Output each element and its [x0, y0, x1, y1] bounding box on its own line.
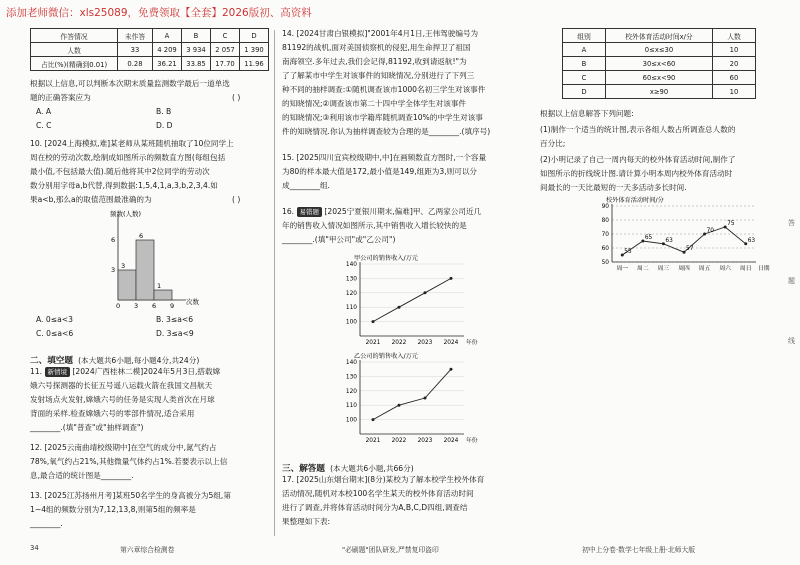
- q17-text-line: (2)小明记录了自己一周内每天的校外体育活动时间,制作了: [540, 155, 736, 164]
- table-header: 组别: [563, 29, 606, 43]
- x-axis-label: 日期: [758, 266, 770, 272]
- x-tick-label: 2021: [365, 438, 381, 444]
- table-cell: 3 934: [182, 43, 211, 57]
- chart-title: 乙公司的销售收入/万元: [354, 353, 418, 360]
- q11-line: [2024广西桂林二模]2024年5月3日,搭载嫦: [72, 367, 221, 376]
- y-tick-label: 50: [601, 260, 609, 266]
- y-tick-label: 130: [345, 276, 357, 283]
- data-label: 57: [686, 246, 694, 253]
- x-tick-label: 2023: [417, 438, 433, 444]
- x-tick-label: 周一: [616, 266, 629, 272]
- q10-option: C. 0≤a<6: [36, 329, 74, 338]
- watermark-text: 添加老师微信：xls25089，免费领取【全套】2026版初、高资料: [6, 7, 312, 19]
- answer-section-title: 三、解答题: [282, 464, 325, 474]
- x-axis-label: 年份: [466, 340, 478, 346]
- x-tick-label: 周二: [637, 266, 649, 272]
- x-tick-label: 周六: [719, 266, 731, 272]
- table-cell: 60: [713, 71, 756, 85]
- weekly-activity-chart: [594, 196, 770, 274]
- q10-line: 最小值,不包括最大值).随后他将其中2位同学的劳动次: [30, 167, 210, 176]
- footer-mid-text: "必刷题"团队研发,严禁复印盗印: [342, 546, 439, 554]
- q11-first-line: [30, 366, 220, 378]
- q13-line: ________.: [30, 519, 63, 528]
- activity-group-table: [562, 28, 756, 99]
- table-header: 校外体育活动时间x/分: [606, 29, 713, 43]
- q17-line: 17. [2025山东烟台期末](8分)某校为了解本校学生校外体育: [282, 475, 485, 484]
- data-label: 70: [706, 228, 714, 234]
- q10-option: A. 0≤a<3: [36, 315, 73, 324]
- data-point: [372, 418, 375, 421]
- side-mark: 题: [788, 277, 795, 285]
- q17-line: 果整理如下表:: [282, 517, 331, 526]
- q9-option: D. D: [156, 121, 173, 130]
- y-tick-label: 80: [601, 218, 609, 224]
- y-tick-label: 90: [601, 204, 609, 210]
- q12-line: 息,最合适的统计图是________.: [30, 471, 134, 480]
- table-cell: 0≤x≤30: [606, 43, 713, 57]
- q9-paren: ( ): [232, 93, 241, 102]
- fill-section-note: (本大题共6小题,每小题4分,共24分): [78, 356, 200, 365]
- answer-section-note: (本大题共6小题,共66分): [330, 464, 414, 473]
- series-line: [373, 369, 451, 419]
- y-tick-label: 100: [345, 319, 357, 326]
- chart-title: 校外体育活动时间/分: [606, 197, 664, 204]
- q10-paren: ( ): [232, 195, 241, 204]
- table-cell: x≥90: [606, 85, 713, 99]
- q17-line: 活动情况,随机对本校100名学生某天的校外体育活动时间: [282, 489, 474, 498]
- q13-line: 13. [2025江苏扬州月考]某班50名学生的身高被分为5组,第: [30, 491, 231, 500]
- data-point: [424, 397, 427, 400]
- table-header: 作答情况: [31, 29, 118, 43]
- table-cell: 60≤x<90: [606, 71, 713, 85]
- q17-text-line: 间最长的一天比最短的一天多活动多长时间.: [540, 183, 687, 192]
- new-context-tag: 新情境: [45, 367, 71, 377]
- error-prone-tag: 易错题: [297, 207, 323, 217]
- hist-ytick: 3: [111, 266, 116, 274]
- side-mark: 线: [788, 337, 795, 345]
- jia-company-chart: [336, 252, 486, 350]
- q9-option: A. A: [36, 107, 52, 116]
- data-label: 63: [665, 237, 673, 244]
- table-cell: 30≤x<60: [606, 57, 713, 71]
- hist-bar-label: 6: [139, 232, 144, 240]
- y-tick-label: 70: [601, 232, 609, 238]
- x-tick-label: 周四: [678, 266, 690, 272]
- table-cell: 4 209: [153, 43, 182, 57]
- q17-text-line: 如图所示的折线统计图.请计算小明本周内校外体育活动时: [540, 169, 733, 178]
- table-cell: A: [563, 43, 606, 57]
- table-cell: 36.21: [153, 57, 182, 71]
- y-tick-label: 110: [345, 305, 357, 312]
- q14-line: 南海领空.多年过去,我们会记得,81192,收到请返航!"为: [282, 57, 467, 66]
- q16-first-line: [282, 206, 481, 218]
- table-cell: 10: [713, 85, 756, 99]
- page-number: 34: [30, 544, 39, 552]
- table-header: A: [153, 29, 182, 43]
- y-tick-label: 110: [345, 403, 357, 410]
- yi-company-chart: [336, 350, 486, 448]
- table-header: C: [211, 29, 240, 43]
- q15-line: 为80的样本最大值是172,最小值是149,组距为3,则可以分: [282, 167, 478, 176]
- chart-title: 甲公司的销售收入/万元: [354, 255, 418, 262]
- table-cell: 33.85: [182, 57, 211, 71]
- table-cell: 1 390: [240, 43, 269, 57]
- y-tick-label: 120: [345, 388, 357, 395]
- y-tick-label: 140: [345, 360, 357, 366]
- data-label: 55: [624, 249, 632, 255]
- answer-stats-table: [30, 28, 269, 71]
- y-tick-label: 100: [345, 417, 357, 424]
- y-tick-label: 120: [345, 290, 357, 297]
- hist-xtick: 6: [152, 302, 157, 308]
- q15-line: 15. [2025四川宜宾校级期中,中]在画频数直方图时,一个容量: [282, 153, 487, 162]
- q16-line: [2025宁夏银川期末,偏难]甲、乙两家公司近几: [324, 207, 482, 216]
- table-cell: 33: [118, 43, 153, 57]
- table-header: 未作答: [118, 29, 153, 43]
- footer-right-text: 初中上分卷·数学七年级上册·北师大版: [582, 546, 696, 554]
- table-cell: 10: [713, 43, 756, 57]
- q14-line: 件的知晓情况.你认为抽样调查较为合理的是________.(填序号): [282, 127, 491, 136]
- hist-bar-label: 1: [157, 282, 162, 290]
- x-tick-label: 2022: [391, 340, 407, 346]
- q11-line: 娥六号探测器的长征五号遥八运载火箭在我国文昌航天: [30, 381, 213, 390]
- answer-section-header: [282, 456, 414, 475]
- footer-left-text: 第六章综合检测卷: [120, 546, 175, 554]
- q12-line: 78%,氧气约占21%,其他微量气体约占1%.若要表示以上信: [30, 457, 228, 466]
- series-line: [373, 278, 451, 321]
- hist-ytick: 6: [111, 236, 116, 244]
- q9-option: C. C: [36, 121, 52, 130]
- table-cell: 20: [713, 57, 756, 71]
- table-cell: 11.96: [240, 57, 269, 71]
- data-point: [450, 368, 453, 371]
- table-header: 人数: [713, 29, 756, 43]
- q14-line: 了了解某市中学生对该事件的知晓情况,分别进行了下列三: [282, 71, 475, 80]
- side-mark: 答: [788, 219, 795, 227]
- x-tick-label: 2024: [443, 438, 459, 444]
- q10-option: D. 3≤a<9: [156, 329, 194, 338]
- hist-xtick: 0: [116, 302, 121, 308]
- q11-line: ________.(填"普查"或"抽样调查"): [30, 423, 144, 432]
- data-label: 63: [747, 237, 756, 244]
- data-point: [372, 320, 375, 323]
- q16-number: 16.: [282, 207, 295, 216]
- hist-xtick: 3: [134, 302, 139, 308]
- x-tick-label: 周三: [657, 266, 670, 272]
- hist-bar: [118, 270, 136, 300]
- q17-text-line: 百分比;: [540, 139, 566, 148]
- table-cell: 占比(%)(精确到0.01): [31, 57, 118, 71]
- x-tick-label: 2021: [365, 340, 381, 346]
- y-tick-label: 130: [345, 374, 357, 381]
- q9-line: 题的正确答案应为: [30, 93, 91, 102]
- q16-line: ________.(填"甲公司"或"乙公司"): [282, 235, 396, 244]
- x-tick-label: 2023: [417, 340, 433, 346]
- q10-option: B. 3≤a<6: [156, 315, 194, 324]
- q11-line: 发射场点火发射,嫦娥六号的任务是实现人类首次在月球: [30, 395, 215, 404]
- q15-line: 成________组.: [282, 181, 330, 190]
- q14-line: 种不同的抽样调查:①随机调查该市1000名初三学生对该事件: [282, 85, 486, 94]
- hist-xlabel: 次数: [186, 298, 199, 306]
- q11-number: 11.: [30, 367, 43, 376]
- hist-bar: [154, 290, 172, 300]
- table-cell: 人数: [31, 43, 118, 57]
- table-header: D: [240, 29, 269, 43]
- q14-line: 的知晓情况;②调查该市第二十四中学全体学生对该事件: [282, 99, 467, 108]
- data-label: 65: [644, 235, 653, 241]
- histogram-chart: [100, 208, 220, 308]
- y-tick-label: 140: [345, 262, 357, 268]
- q10-line: 10. [2024上海模拟,难]某老师从某班随机抽取了10位同学上: [30, 139, 234, 148]
- fill-section-title: 二、填空题: [30, 356, 73, 366]
- table-cell: 0.28: [118, 57, 153, 71]
- x-tick-label: 周日: [739, 266, 752, 272]
- y-tick-label: 60: [601, 246, 609, 252]
- q14-line: 81192的战机,面对美国侦察机的侵犯,用生命捍卫了祖国: [282, 43, 471, 52]
- hist-xtick: 9: [170, 302, 175, 308]
- hist-bar-label: 3: [121, 262, 126, 270]
- hist-bar: [136, 240, 154, 300]
- q12-line: 12. [2025云南曲靖校级期中]在空气的成分中,氮气约占: [30, 443, 217, 452]
- fill-section-header: [30, 348, 199, 367]
- q9-option: B. B: [156, 107, 172, 116]
- data-point: [398, 306, 401, 309]
- q13-line: 1~4组的频数分别为7,12,13,8,则第5组的频率是: [30, 505, 196, 514]
- x-tick-label: 2022: [391, 438, 407, 444]
- hist-title: 频数(人数): [110, 210, 142, 218]
- table-cell: D: [563, 85, 606, 99]
- data-point: [398, 404, 401, 407]
- data-point: [424, 291, 427, 294]
- table-cell: B: [563, 57, 606, 71]
- table-header: B: [182, 29, 211, 43]
- q17-text-line: 根据以上信息解答下列问题:: [540, 109, 634, 118]
- q14-line: 14. [2024甘肃白银模拟]"2001年4月1日,王伟驾驶编号为: [282, 29, 479, 38]
- table-cell: C: [563, 71, 606, 85]
- column-divider: [274, 30, 275, 536]
- q17-text-line: (1)制作一个适当的统计图,表示各组人数占所调查总人数的: [540, 125, 736, 134]
- q16-line: 年的销售收入情况如图所示,其中销售收入增长较快的是: [282, 221, 467, 230]
- q10-line: 数分别用字母a,b代替,得到数据:1,5,4,1,a,3,b,2,3,4.如: [30, 181, 218, 190]
- q9-line: 根据以上信息,可以判断本次期末质量监测数学最后一道单选: [30, 79, 230, 88]
- data-label: 75: [727, 221, 735, 227]
- q14-line: 的知晓情况;③利用该市学籍库随机调查10%的中学生对该事: [282, 113, 483, 122]
- x-tick-label: 2024: [443, 340, 459, 346]
- x-tick-label: 周五: [698, 266, 711, 272]
- data-point: [450, 277, 453, 280]
- q17-line: 进行了调查,并将体育活动时间分为A,B,C,D四组,调查结: [282, 503, 468, 512]
- table-cell: 17.70: [211, 57, 240, 71]
- q11-line: 背面的采样.检查嫦娥六号的零部件情况,适合采用: [30, 409, 195, 418]
- x-axis-label: 年份: [466, 438, 478, 444]
- q10-line: 周在校的劳动次数,绘制成如图所示的频数直方图(每组包括: [30, 153, 226, 162]
- table-cell: 2 057: [211, 43, 240, 57]
- q10-line: 果a<b,那么a的取值范围最准确的为: [30, 195, 152, 204]
